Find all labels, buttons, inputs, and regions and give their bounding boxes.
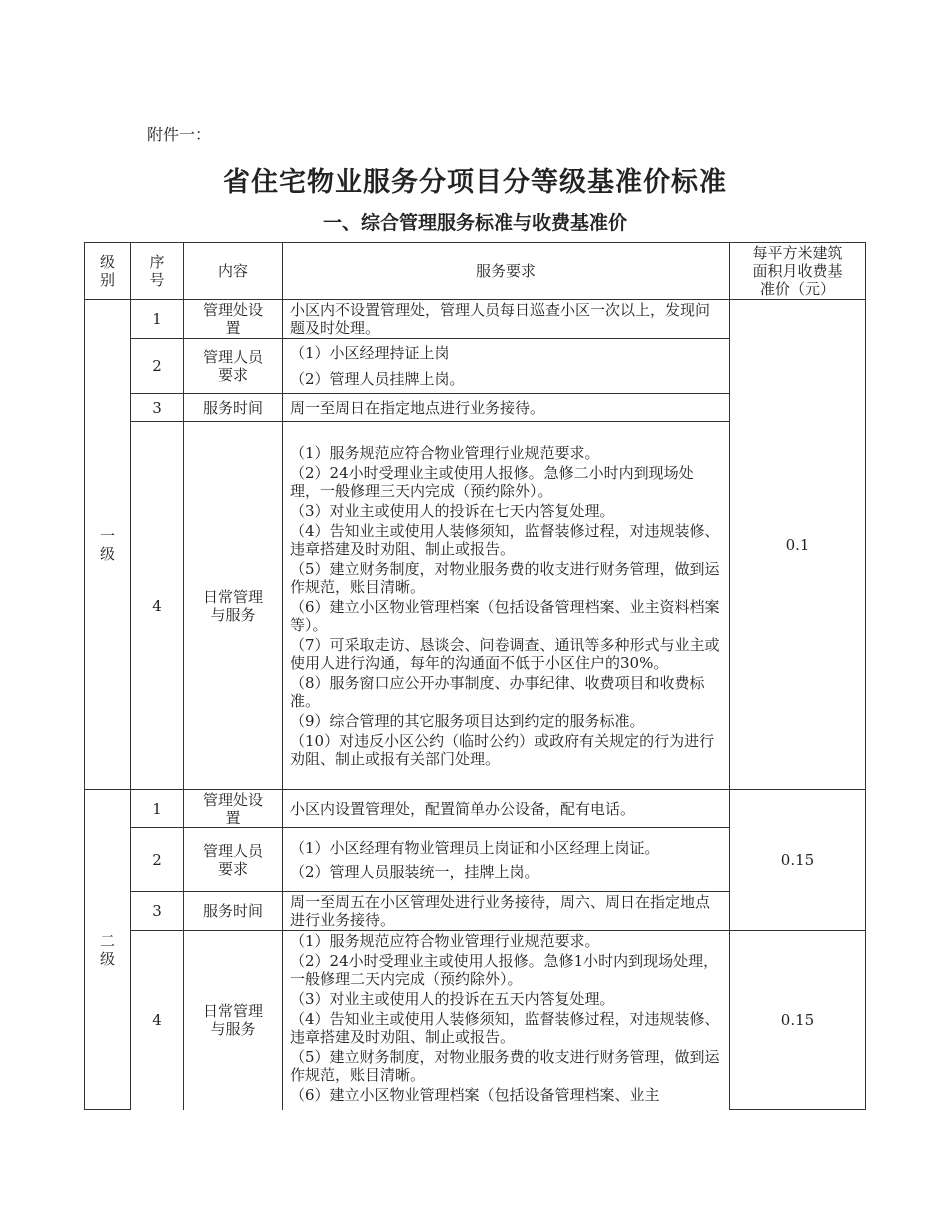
requirements-cell: （1）服务规范应符合物业管理行业规范要求。 （2）24小时受理业主或使用人报修。急修1小时内到现场处理，一般修理二天内完成（预约除外）。 （3）对业主或使用人的投诉在五天内答复处理。 （4）告知业主或使用人装修须知，监督装修过程，对违规装修、违章搭建及时劝阻、制止或报告。 （5）建立财务制度，对物业服务费的收支进行财务管理，做到运作规范，账目清晰。 （6）建立小区物业管理档案（包括设备管理档案、业主 <box>283 931 730 1110</box>
header-seq: 序 号 <box>131 243 184 300</box>
table-header-row <box>85 243 866 300</box>
price-cell: 0.15 <box>730 931 866 1110</box>
content-cell: 管理人员 要求 <box>184 339 283 394</box>
seq-cell: 3 <box>131 394 184 422</box>
content-cell: 管理处设 置 <box>184 300 283 339</box>
content-cell: 管理人员 要求 <box>184 828 283 892</box>
document-title: 省住宅物业服务分项目分等级基准价标准 <box>223 167 727 198</box>
pricing-standard-table <box>84 242 866 1110</box>
attachment-label: 附件一： <box>147 125 212 144</box>
table-row <box>85 790 866 828</box>
header-content: 内容 <box>184 243 283 300</box>
price-cell: 0.15 <box>730 790 866 931</box>
seq-cell: 4 <box>131 422 184 790</box>
table-row <box>85 931 866 1110</box>
requirements-cell: 周一至周日在指定地点进行业务接待。 <box>283 394 730 422</box>
header-price: 每平方米建筑 面积月收费基 准价（元） <box>730 243 866 300</box>
requirements-cell: （1）服务规范应符合物业管理行业规范要求。 （2）24小时受理业主或使用人报修。急修二小时内到现场处理，一般修理三天内完成（预约除外）。 （3）对业主或使用人的投诉在七天内答复处理。 （4）告知业主或使用人装修须知，监督装修过程，对违规装修、违章搭建及时劝阻、制止或报告。 （5）建立财务制度，对物业服务费的收支进行财务管理，做到运作规范，账目清晰。 （6）建立小区物业管理档案（包括设备管理档案、业主资料档案等）。 （7）可采取走访、恳谈会、问卷调查、通讯等多种形式与业主或使用人进行沟通，每年的沟通面不低于小区住户的30%。 （8）服务窗口应公开办事制度、办事纪律、收费项目和收费标准。 （9）综合管理的其它服务项目达到约定的服务标准。 （10）对违反小区公约（临时公约）或政府有关规定的行为进行劝阻、制止或报有关部门处理。 <box>283 422 730 790</box>
seq-cell: 4 <box>131 931 184 1110</box>
price-cell: 0.1 <box>730 300 866 790</box>
level-two-cell: 二 级 <box>85 790 131 1110</box>
table-row <box>85 300 866 339</box>
requirements-cell: （1）小区经理有物业管理员上岗证和小区经理上岗证。 （2）管理人员服装统一，挂牌上岗。 <box>283 828 730 892</box>
seq-cell: 3 <box>131 892 184 931</box>
requirements-cell: 周一至周五在小区管理处进行业务接待，周六、周日在指定地点进行业务接待。 <box>283 892 730 931</box>
seq-cell: 1 <box>131 300 184 339</box>
content-cell: 日常管理 与服务 <box>184 931 283 1110</box>
seq-cell: 2 <box>131 339 184 394</box>
seq-cell: 1 <box>131 790 184 828</box>
content-cell: 管理处设 置 <box>184 790 283 828</box>
content-cell: 服务时间 <box>184 892 283 931</box>
seq-cell: 2 <box>131 828 184 892</box>
level-one-cell: 一 级 <box>85 300 131 790</box>
header-requirements: 服务要求 <box>283 243 730 300</box>
content-cell: 服务时间 <box>184 394 283 422</box>
requirements-cell: 小区内设置管理处，配置简单办公设备，配有电话。 <box>283 790 730 828</box>
requirements-cell: 小区内不设置管理处，管理人员每日巡查小区一次以上，发现问题及时处理。 <box>283 300 730 339</box>
section-subtitle: 一、综合管理服务标准与收费基准价 <box>322 212 627 234</box>
header-level: 级 别 <box>85 243 131 300</box>
content-cell: 日常管理 与服务 <box>184 422 283 790</box>
requirements-cell: （1）小区经理持证上岗 （2）管理人员挂牌上岗。 <box>283 339 730 394</box>
